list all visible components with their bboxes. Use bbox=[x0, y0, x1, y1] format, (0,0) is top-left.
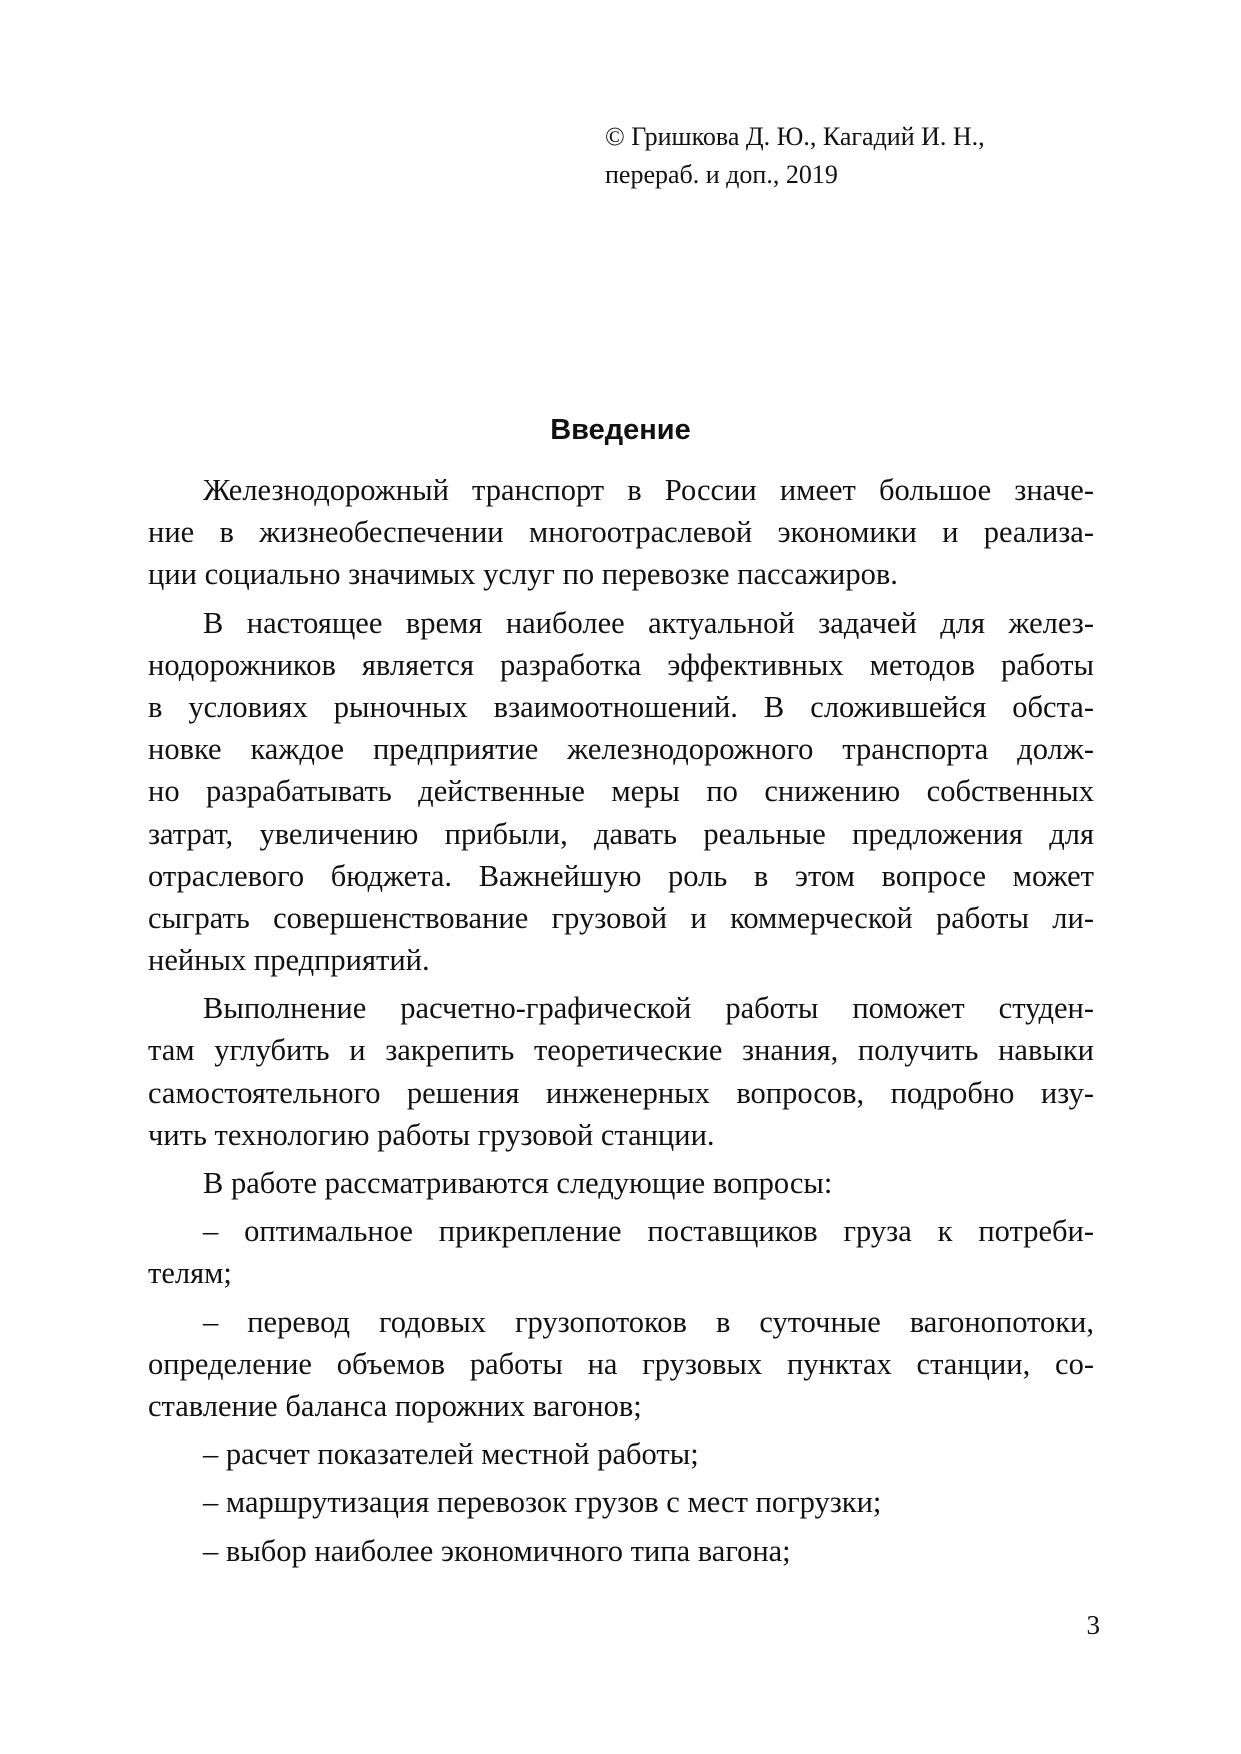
copyright-notice bbox=[605, 118, 1165, 194]
text-line: Выполнение расчетно-графической работы поможет студен- bbox=[203, 991, 1094, 1026]
section-heading: Введение bbox=[550, 414, 691, 446]
text-line: там углубить и закрепить теоретические знания, получить навыки bbox=[148, 1033, 1094, 1068]
text-line: чить технологию работы грузовой станции. bbox=[148, 1117, 715, 1152]
body-text bbox=[148, 469, 1094, 1578]
copyright-line-authors: © Гришкова Д. Ю., Кагадий И. Н., bbox=[605, 122, 985, 151]
text-line: сыграть совершенствование грузовой и коммерческой работы ли- bbox=[148, 900, 1094, 935]
page-number: 3 bbox=[1086, 1610, 1100, 1640]
text-line: – выбор наиболее экономичного типа вагона; bbox=[203, 1533, 791, 1568]
text-line: отраслевого бюджета. Важнейшую роль в этом вопросе может bbox=[148, 858, 1094, 893]
text-line: в условиях рыночных взаимоотношений. В сложившейся обста- bbox=[148, 689, 1094, 724]
paragraph bbox=[148, 602, 1094, 982]
text-line: В работе рассматриваются следующие вопросы: bbox=[203, 1166, 833, 1200]
text-line: самостоятельного решения инженерных вопросов, подробно изу- bbox=[148, 1075, 1094, 1110]
text-line: ции социально значимых услуг по перевозке пассажиров. bbox=[148, 557, 898, 592]
text-line: но разрабатывать действенные меры по снижению собственных bbox=[148, 774, 1094, 809]
text-line: телям; bbox=[148, 1256, 232, 1291]
text-line: нодорожников является разработка эффективных методов работы bbox=[148, 647, 1094, 682]
text-line: – расчет показателей местной работы; bbox=[203, 1437, 699, 1472]
text-line: – перевод годовых грузопотоков в суточные вагонопотоки, bbox=[203, 1304, 1094, 1339]
paragraph bbox=[148, 1481, 1094, 1523]
text-line: новке каждое предприятие железнодорожного транспорта долж- bbox=[148, 732, 1094, 767]
paragraph bbox=[148, 1433, 1094, 1475]
text-line: затрат, увеличению прибыли, давать реальные предложения для bbox=[148, 816, 1094, 851]
text-line: определение объемов работы на грузовых пунктах станции, со- bbox=[148, 1346, 1094, 1381]
text-line: – оптимальное прикрепление поставщиков груза к потреби- bbox=[203, 1214, 1094, 1249]
paragraph bbox=[148, 1530, 1094, 1572]
paragraph bbox=[148, 1210, 1094, 1294]
text-line: ние в жизнеобеспечении многоотраслевой экономики и реализа- bbox=[148, 515, 1094, 550]
text-line: В настоящее время наиболее актуальной задачей для желез- bbox=[203, 605, 1094, 640]
paragraph bbox=[148, 1301, 1094, 1428]
text-line: нейных предприятий. bbox=[148, 943, 430, 978]
paragraph bbox=[148, 987, 1094, 1156]
paragraph bbox=[148, 1162, 1094, 1204]
copyright-line-edition: перераб. и доп., 2019 bbox=[605, 160, 838, 189]
text-line: ставление баланса порожних вагонов; bbox=[148, 1388, 642, 1423]
text-line: Железнодорожный транспорт в России имеет большое значе- bbox=[203, 473, 1094, 507]
text-line: – маршрутизация перевозок грузов с мест погрузки; bbox=[203, 1485, 882, 1520]
paragraph bbox=[148, 469, 1094, 596]
